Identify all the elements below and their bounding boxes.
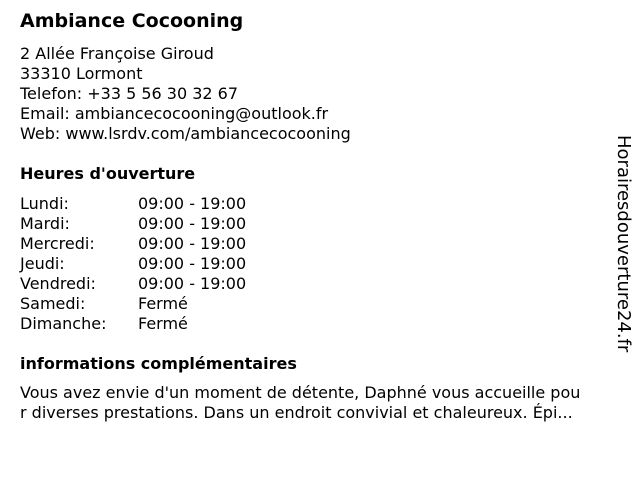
day-label: Jeudi:	[20, 254, 65, 273]
phone-line: Telefon: +33 5 56 30 32 67	[20, 84, 239, 103]
day-label: Mardi:	[20, 214, 70, 233]
additional-info-heading: informations complémentaires	[20, 354, 297, 373]
day-hours: 09:00 - 19:00	[138, 194, 247, 213]
day-label: Lundi:	[20, 194, 69, 213]
hours-row-sunday	[20, 314, 300, 334]
day-hours: 09:00 - 19:00	[138, 274, 247, 293]
hours-row-monday	[20, 194, 300, 214]
day-hours: Fermé	[138, 294, 188, 313]
info-line-1: Vous avez envie d'un moment de détente, Daphné vous accueille pou	[20, 383, 581, 402]
business-name: Ambiance Cocooning	[20, 10, 244, 32]
site-watermark: Horairesdouverture24.fr	[613, 135, 634, 353]
day-hours: 09:00 - 19:00	[138, 214, 247, 233]
hours-row-friday	[20, 274, 300, 294]
day-label: Dimanche:	[20, 314, 107, 333]
day-label: Samedi:	[20, 294, 86, 313]
opening-hours-heading: Heures d'ouverture	[20, 164, 196, 183]
hours-row-wednesday	[20, 234, 300, 254]
additional-info-text	[20, 383, 630, 423]
hours-row-thursday	[20, 254, 300, 274]
street-address: 2 Allée Françoise Giroud	[20, 44, 214, 63]
hours-row-tuesday	[20, 214, 300, 234]
day-hours: 09:00 - 19:00	[138, 234, 247, 253]
day-label: Vendredi:	[20, 274, 96, 293]
hours-row-saturday	[20, 294, 300, 314]
day-hours: 09:00 - 19:00	[138, 254, 247, 273]
opening-hours-table	[20, 194, 300, 334]
web-line: Web: www.lsrdv.com/ambiancecocooning	[20, 124, 351, 143]
info-line-2: r diverses prestations. Dans un endroit convivial et chaleureux. Épi...	[20, 403, 573, 422]
contact-block	[20, 44, 351, 144]
city-address: 33310 Lormont	[20, 64, 143, 83]
email-line: Email: ambiancecocooning@outlook.fr	[20, 104, 329, 123]
day-label: Mercredi:	[20, 234, 95, 253]
day-hours: Fermé	[138, 314, 188, 333]
